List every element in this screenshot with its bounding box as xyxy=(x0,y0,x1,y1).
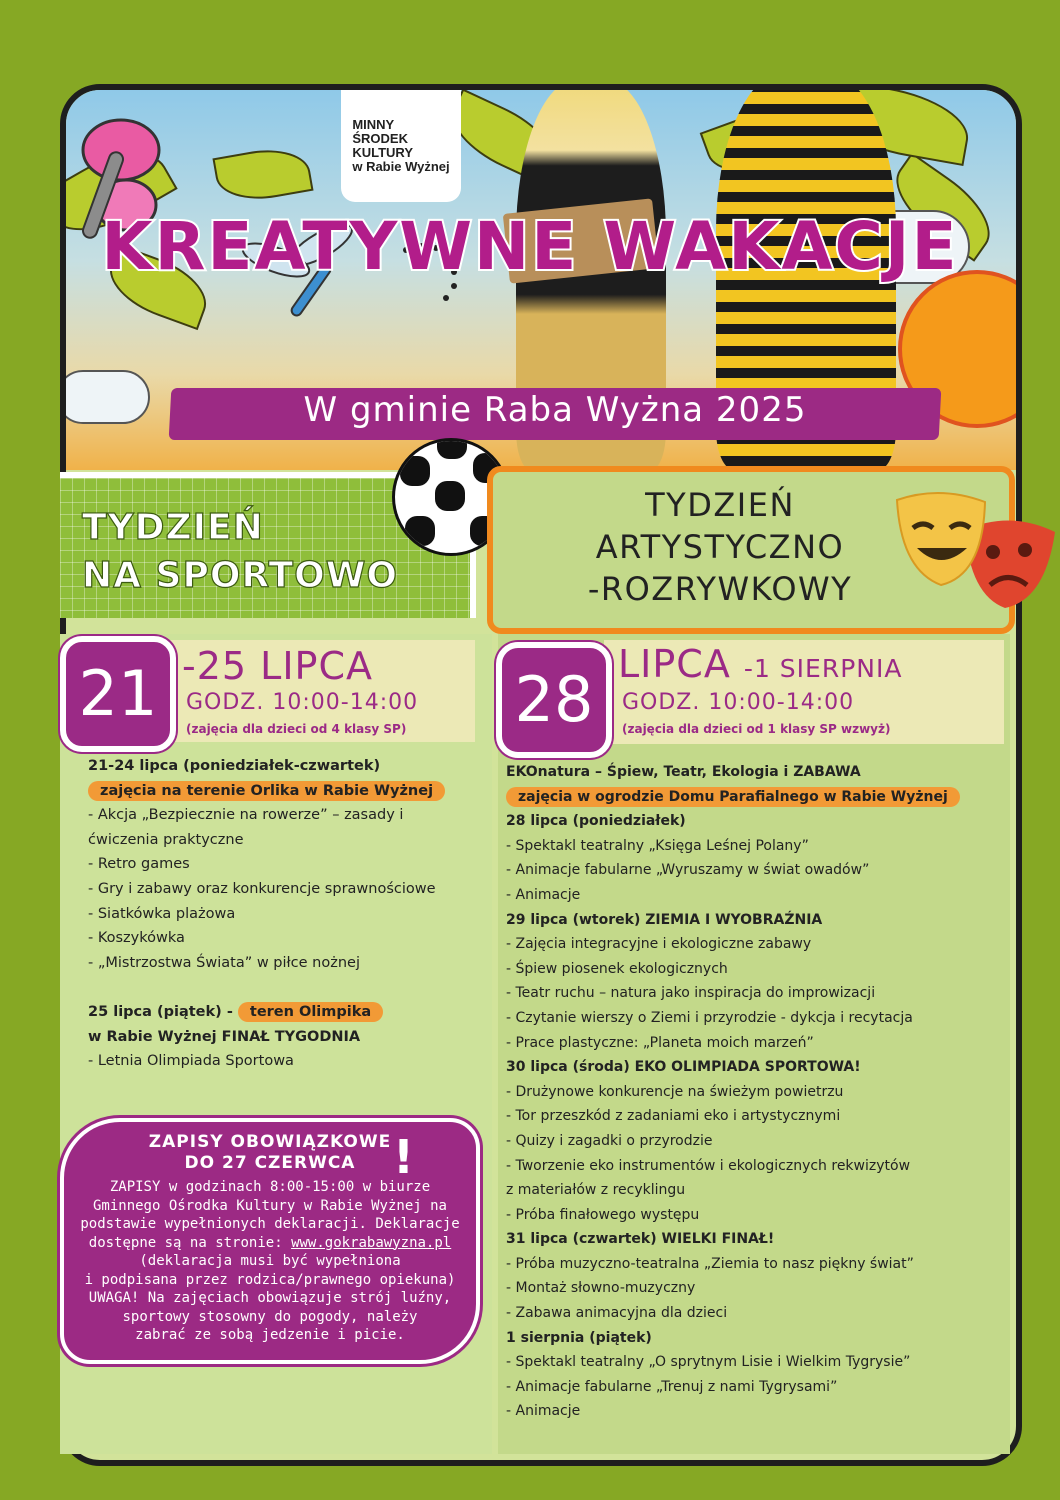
art-list-item: - Montaż słowno-muzyczny xyxy=(506,1280,696,1297)
art-age-note: (zajęcia dla dzieci od 1 klasy SP wzwyż) xyxy=(622,722,891,736)
registration-title xyxy=(64,1132,476,1174)
theatre-masks-icon xyxy=(895,490,1060,620)
registration-title-line1: ZAPISY OBOWIĄZKOWE xyxy=(148,1132,392,1152)
page-subtitle: W gminie Raba Wyżna 2025 xyxy=(303,390,807,430)
registration-body-text: sportowy stosowny do pogody, należy xyxy=(122,1308,418,1325)
gok-logo xyxy=(341,90,461,202)
art-start-day: 28 xyxy=(496,642,612,758)
sport-week-heading xyxy=(82,504,398,600)
art-list-item: - Animacje fabularne „Wyruszamy w świat owadów” xyxy=(506,862,870,879)
art-list-item: - Quizy i zagadki o przyrodzie xyxy=(506,1132,713,1149)
art-list-item: - Próba finałowego występu xyxy=(506,1206,700,1223)
art-location-row xyxy=(506,785,1006,810)
art-date-end: -1 SIERPNIA xyxy=(743,654,903,683)
registration-body-line xyxy=(64,1234,476,1253)
registration-body-text: podstawie wypełnionych deklaracji. Deklaracje xyxy=(80,1216,460,1232)
art-list-item: - Próba muzyczno-teatralna „Ziemia to nasz piękny świat” xyxy=(506,1255,914,1272)
registration-box xyxy=(60,1118,480,1364)
art-day-heading: 1 sierpnia (piątek) xyxy=(506,1329,652,1346)
sport-list-item: ćwiczenia praktyczne xyxy=(88,831,244,848)
art-list-item: - Śpiew piosenek ekologicznych xyxy=(506,960,728,977)
registration-body-line xyxy=(64,1252,476,1271)
page-title: KREATYWNE WAKACJE xyxy=(101,208,959,285)
art-day-heading: EKOnatura – Śpiew, Teatr, Ekologia i ZABAWA xyxy=(506,764,861,780)
sport-day-heading xyxy=(88,1000,478,1025)
registration-body-text: zabrać ze sobą jedzenie i picie. xyxy=(135,1327,405,1343)
art-hours: GODZ. 10:00-14:00 xyxy=(622,690,855,715)
art-day-heading: 31 lipca (czwartek) WIELKI FINAŁ! xyxy=(506,1231,775,1248)
registration-body-text: i podpisana przez rodzica/prawnego opiekuna) xyxy=(84,1271,456,1288)
exclamation-icon: ! xyxy=(393,1130,414,1184)
registration-body-text: (deklaracja musi być wypełniona xyxy=(139,1253,401,1269)
art-date-range xyxy=(618,642,902,686)
art-schedule-list xyxy=(506,760,1006,1424)
art-list-item: - Spektakl teatralny „Księga Leśnej Polany” xyxy=(506,837,809,854)
art-list-item: - Zabawa animacyjna dla dzieci xyxy=(506,1305,728,1322)
art-heading-line1: TYDZIEŃ xyxy=(645,486,795,524)
registration-body-line xyxy=(64,1289,476,1308)
sport-date-range: -25 LIPCA xyxy=(182,644,373,688)
registration-body-text: UWAGA! Na zajęciach obowiązuje strój luźny, xyxy=(88,1290,452,1306)
registration-body-line xyxy=(64,1178,476,1197)
art-day-heading: 30 lipca (środa) EKO OLIMPIADA SPORTOWA! xyxy=(506,1059,861,1076)
sport-list-item: - Akcja „Bezpiecznie na rowerze” – zasady i xyxy=(88,807,404,824)
art-location-highlight: zajęcia w ogrodzie Domu Parafialnego w Rabie Wyżnej xyxy=(506,787,960,807)
art-list-item: z materiałów z recyklingu xyxy=(506,1182,686,1199)
registration-body-line xyxy=(64,1197,476,1216)
sport-location-highlight: teren Olimpika xyxy=(238,1002,383,1022)
sport-location-highlight: zajęcia na terenie Orlika w Rabie Wyżnej xyxy=(88,781,445,801)
registration-body-text: Gminnego Ośrodka Kultury w Rabie Wyżnej na xyxy=(92,1197,447,1214)
sport-hours: GODZ. 10:00-14:00 xyxy=(186,690,419,715)
sport-list-item xyxy=(88,975,478,1000)
sport-list-item: - Gry i zabawy oraz konkurencje sprawnościowe xyxy=(88,880,436,897)
art-date-month: LIPCA xyxy=(618,642,731,686)
sport-location-row xyxy=(88,779,478,804)
registration-body-text: ZAPISY w godzinach 8:00-15:00 w biurze xyxy=(109,1179,431,1195)
sport-list-item: - Retro games xyxy=(88,856,190,873)
sport-list-item: - Koszykówka xyxy=(88,930,185,947)
art-week-heading xyxy=(520,484,920,610)
art-list-item: - Tor przeszkód z zadaniami eko i artystycznymi xyxy=(506,1108,841,1125)
art-list-item: - Zajęcia integracyjne i ekologiczne zabawy xyxy=(506,936,812,953)
registration-body xyxy=(64,1178,476,1345)
art-list-item: - Animacje fabularne „Trenuj z nami Tygrysami” xyxy=(506,1378,838,1395)
registration-body-text: dostępne są na stronie: xyxy=(88,1234,292,1251)
art-list-item: - Czytanie wierszy o Ziemi i przyrodzie - dykcja i recytacja xyxy=(506,1009,913,1026)
registration-body-line xyxy=(64,1215,476,1234)
registration-body-line xyxy=(64,1326,476,1345)
art-list-item: - Prace plastyczne: „Planeta moich marzeń” xyxy=(506,1034,814,1051)
logo-text: MINNY ŚRODEK KULTURY w Rabie Wyżnej xyxy=(352,117,450,174)
sport-start-day: 21 xyxy=(60,636,176,752)
art-list-item: - Animacje xyxy=(506,886,581,903)
registration-title-line2: DO 27 CZERWCA xyxy=(184,1153,356,1173)
sport-day-heading: w Rabie Wyżnej FINAŁ TYGODNIA xyxy=(88,1028,361,1045)
sport-list-item: - Letnia Olimpiada Sportowa xyxy=(88,1053,294,1070)
sport-heading-line2: NA SPORTOWO xyxy=(82,555,399,596)
sport-list-item: - Siatkówka plażowa xyxy=(88,905,236,922)
art-list-item: - Drużynowe konkurencje na świeżym powietrzu xyxy=(506,1083,844,1100)
sport-heading-line1: TYDZIEŃ xyxy=(82,507,264,548)
registration-body-line xyxy=(64,1308,476,1327)
art-heading-line3: -ROZRYWKOWY xyxy=(587,570,853,608)
art-day-heading: 28 lipca (poniedziałek) xyxy=(506,813,686,830)
sport-day-heading: 21-24 lipca (poniedziałek-czwartek) xyxy=(88,758,381,774)
art-list-item: - Tworzenie eko instrumentów i ekologicznych rekwizytów xyxy=(506,1157,911,1174)
art-day-heading: 29 lipca (wtorek) ZIEMIA I WYOBRAŹNIA xyxy=(506,911,823,928)
sport-day-heading-text: 25 lipca (piątek) - xyxy=(88,1003,238,1020)
registration-body-line xyxy=(64,1271,476,1290)
sport-schedule-list xyxy=(88,754,478,1074)
art-list-item: - Teatr ruchu – natura jako inspiracja do improwizacji xyxy=(506,985,876,1002)
art-list-item: - Spektakl teatralny „O sprytnym Lisie i Wielkim Tygrysie” xyxy=(506,1354,911,1371)
registration-link[interactable]: www.gokrabawyzna.pl xyxy=(291,1234,452,1251)
sport-list-item: - „Mistrzostwa Świata” w piłce nożnej xyxy=(88,954,360,971)
sport-age-note: (zajęcia dla dzieci od 4 klasy SP) xyxy=(186,722,407,736)
art-list-item: - Animacje xyxy=(506,1403,581,1420)
art-heading-line2: ARTYSTYCZNO xyxy=(595,528,845,566)
